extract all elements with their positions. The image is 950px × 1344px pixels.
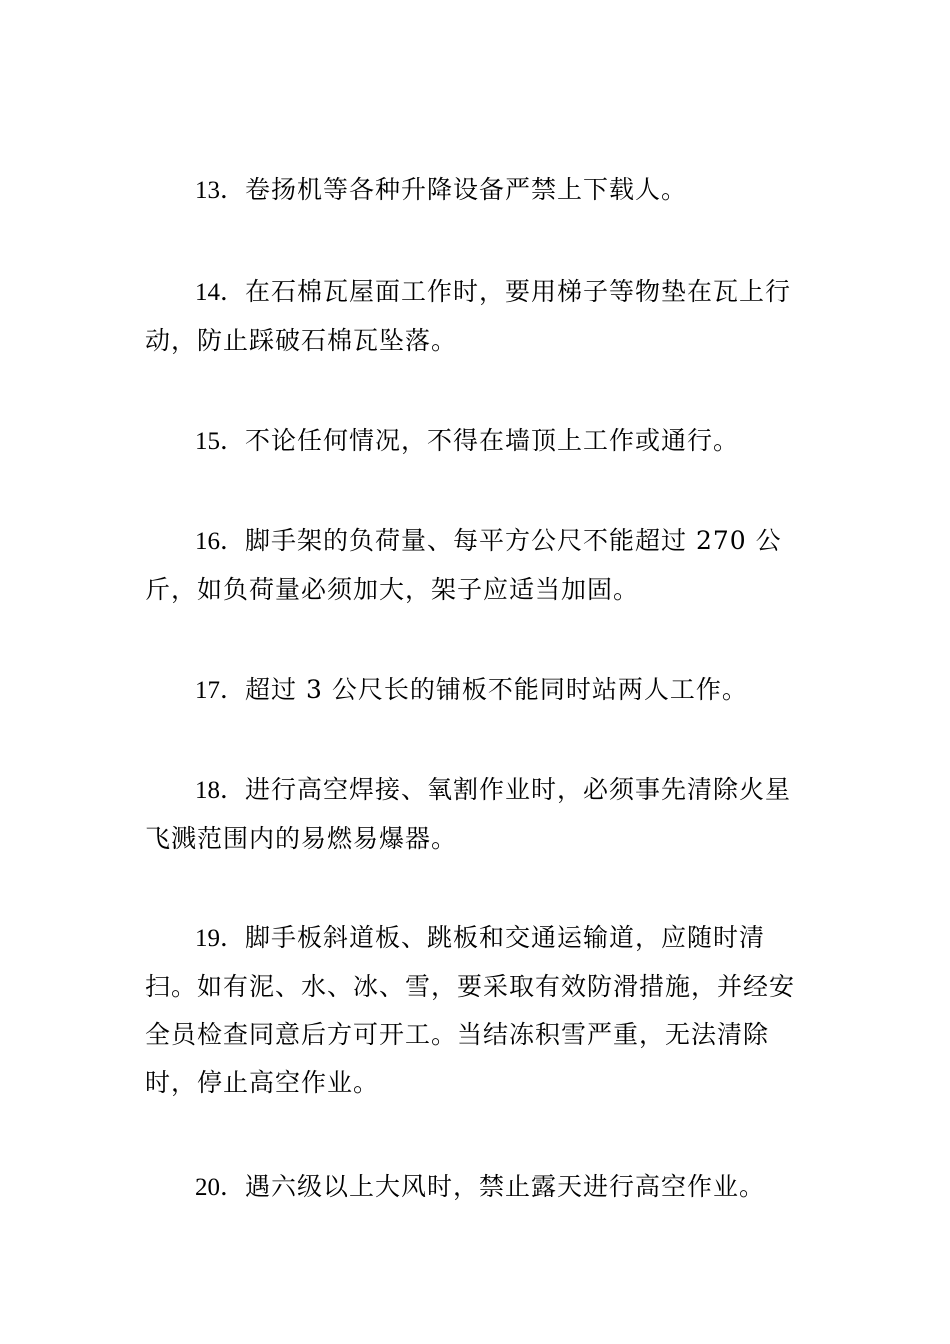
item-number: 18． xyxy=(195,777,246,804)
item-number: 14． xyxy=(195,279,246,306)
list-item xyxy=(145,417,813,466)
list-item xyxy=(145,517,813,614)
item-text: 遇六级以上大风时，禁止露天进行高空作业。 xyxy=(245,1172,766,1201)
list-item xyxy=(145,666,813,715)
list-item xyxy=(145,268,813,365)
item-text: 超过 3 公尺长的铺板不能同时站两人工作。 xyxy=(245,675,748,704)
item-number: 19． xyxy=(195,925,246,952)
list-item xyxy=(145,1163,813,1212)
item-number: 20． xyxy=(195,1174,246,1201)
list-item xyxy=(145,166,813,215)
list-item xyxy=(145,914,813,1107)
item-text: 卷扬机等各种升降设备严禁上下载人。 xyxy=(245,175,688,204)
item-text: 脚手架的负荷量、每平方公尺不能超过 270 公斤，如负荷量必须加大，架子应适当加固。 xyxy=(145,526,782,604)
item-text: 脚手板斜道板、跳板和交通运输道，应随时清扫。如有泥、水、冰、雪，要采取有效防滑措施，并经安全员检查同意后方可开工。当结冻积雪严重，无法清除时，停止高空作业。 xyxy=(145,923,796,1097)
item-text: 进行高空焊接、氧割作业时，必须事先清除火星飞溅范围内的易燃易爆器。 xyxy=(145,775,792,853)
item-number: 16． xyxy=(195,528,246,555)
item-number: 17． xyxy=(195,677,246,704)
list-item xyxy=(145,766,813,863)
item-text: 在石棉瓦屋面工作时，要用梯子等物垫在瓦上行动，防止踩破石棉瓦坠落。 xyxy=(145,277,792,355)
item-number: 15． xyxy=(195,428,246,455)
item-number: 13． xyxy=(195,177,246,204)
item-text: 不论任何情况，不得在墙顶上工作或通行。 xyxy=(245,426,740,455)
